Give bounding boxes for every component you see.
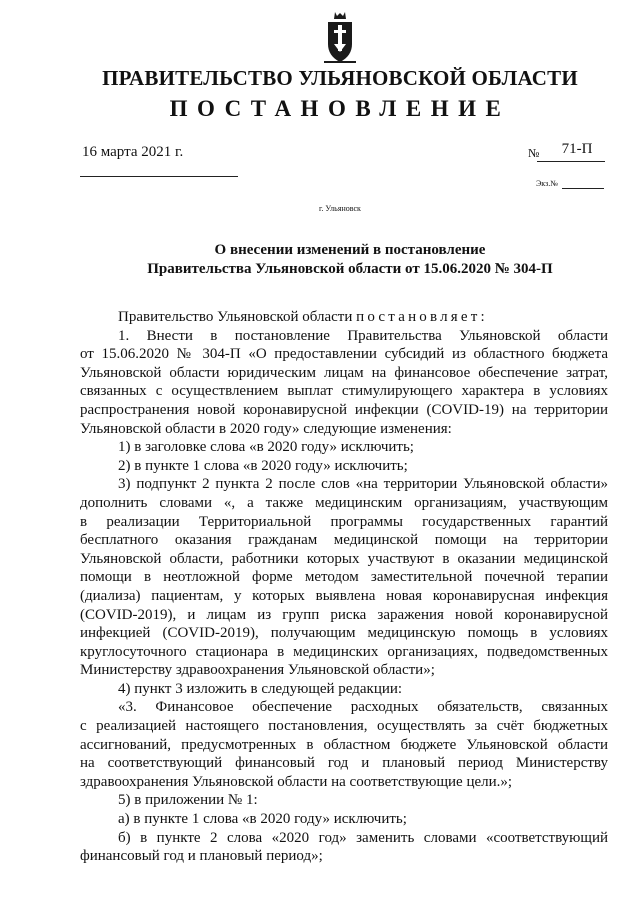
list-item: 4) пункт 3 изложить в следующей редакции: bbox=[118, 680, 403, 697]
paragraph-line: в реализации Территориальной программы государственных гарантий bbox=[80, 513, 608, 530]
government-title: ПРАВИТЕЛЬСТВО УЛЬЯНОВСКОЙ ОБЛАСТИ bbox=[102, 66, 578, 90]
subject-line: Правительства Ульяновской области от 15.06.2020 № 304-П bbox=[147, 261, 553, 277]
preamble bbox=[80, 308, 608, 327]
paragraph-line: Ульяновской области юридическим лицам на финансовое обеспечение затрат, bbox=[80, 364, 608, 381]
paragraph-line: финансовый год и плановый период»; bbox=[80, 848, 323, 865]
paragraph-line: 3) подпункт 2 пункта 2 после слов «на территории Ульяновской области» bbox=[118, 476, 608, 493]
paragraph-line: б) в пункте 2 слова «2020 год» заменить словами «соответствующий bbox=[118, 829, 608, 846]
coat-of-arms-icon bbox=[322, 10, 358, 66]
paragraph-line: «3. Финансовое обеспечение расходных обязательств, связанных bbox=[118, 699, 608, 716]
copy-underline bbox=[562, 188, 604, 189]
paragraph-line: здравоохранения Ульяновской области на соответствующие цели.»; bbox=[80, 773, 513, 790]
paragraph-line: круглосуточного стационара в медицинских организациях, подведомственных bbox=[80, 643, 608, 660]
document-subject bbox=[80, 241, 620, 279]
list-item: 1) в заголовке слова «в 2020 году» исключить; bbox=[118, 439, 414, 456]
date-underline bbox=[80, 176, 238, 177]
paragraph-line: Министерству здравоохранения Ульяновской области»; bbox=[80, 662, 435, 679]
paragraph-line: дополнить словами «, а также медицинским организациям, участвующим bbox=[80, 494, 608, 511]
document-type: ПОСТАНОВЛЕНИЕ bbox=[169, 96, 511, 121]
preamble-text: Правительство Ульяновской области bbox=[118, 309, 357, 325]
list-item: 2) в пункте 1 слова «в 2020 году» исключить; bbox=[118, 457, 408, 474]
list-item: 5) в приложении № 1: bbox=[118, 792, 258, 809]
paragraph-line: (диализа) пациентам, у которых выявлена новая коронавирусная инфекция bbox=[80, 587, 608, 604]
paragraph-line: 1. Внести в постановление Правительства Ульяновской области bbox=[118, 327, 608, 344]
document-date: 16 марта 2021 г. bbox=[82, 144, 184, 160]
subject-line: О внесении изменений в постановление bbox=[214, 242, 486, 258]
paragraph-line: ассигнований, предусмотренных в областном бюджете Ульяновской области bbox=[80, 736, 608, 753]
paragraph-line: распространения новой коронавирусной инфекции (COVID-19) на территории bbox=[80, 401, 608, 418]
city: г. Ульяновск bbox=[319, 204, 361, 213]
paragraph-line: связанных с осуществлением выплат стимулирующего характера в условиях bbox=[80, 383, 608, 400]
paragraph-line: Ульяновской области, работники которых участвуют в оказании медицинской bbox=[80, 550, 608, 567]
list-item: а) в пункте 1 слова «в 2020 году» исключить; bbox=[118, 811, 407, 828]
preamble-verb: постановляет: bbox=[356, 309, 488, 325]
paragraph-line: бесплатного оказания гражданам медицинской помощи на территории bbox=[80, 532, 608, 549]
paragraph-line: Ульяновской области в 2020 году» следующие изменения: bbox=[80, 420, 452, 437]
paragraph-line: от 15.06.2020 № 304-П «О предоставлении субсидий из областного бюджета bbox=[80, 346, 608, 363]
paragraph-line: на соответствующий финансовый год и плановый период Министерству bbox=[80, 755, 608, 772]
document-number: 71-П bbox=[561, 141, 593, 157]
paragraph-line: (COVID-2019), и лицам из групп риска заражения новой коронавирусной bbox=[80, 606, 608, 623]
paragraph-line: с реализацией настоящего постановления, осуществлять за счёт бюджетных bbox=[80, 718, 608, 735]
paragraph-line: помощи в неотложной форме методом заместительной почечной терапии bbox=[80, 569, 608, 586]
number-underline bbox=[537, 161, 605, 162]
copy-label: Экз.№ bbox=[536, 179, 558, 188]
paragraph-line: инфекцией (COVID-2019), получающим медицинскую помощь в условиях bbox=[80, 625, 608, 642]
document-body bbox=[80, 308, 608, 866]
number-sign: № bbox=[528, 146, 540, 160]
